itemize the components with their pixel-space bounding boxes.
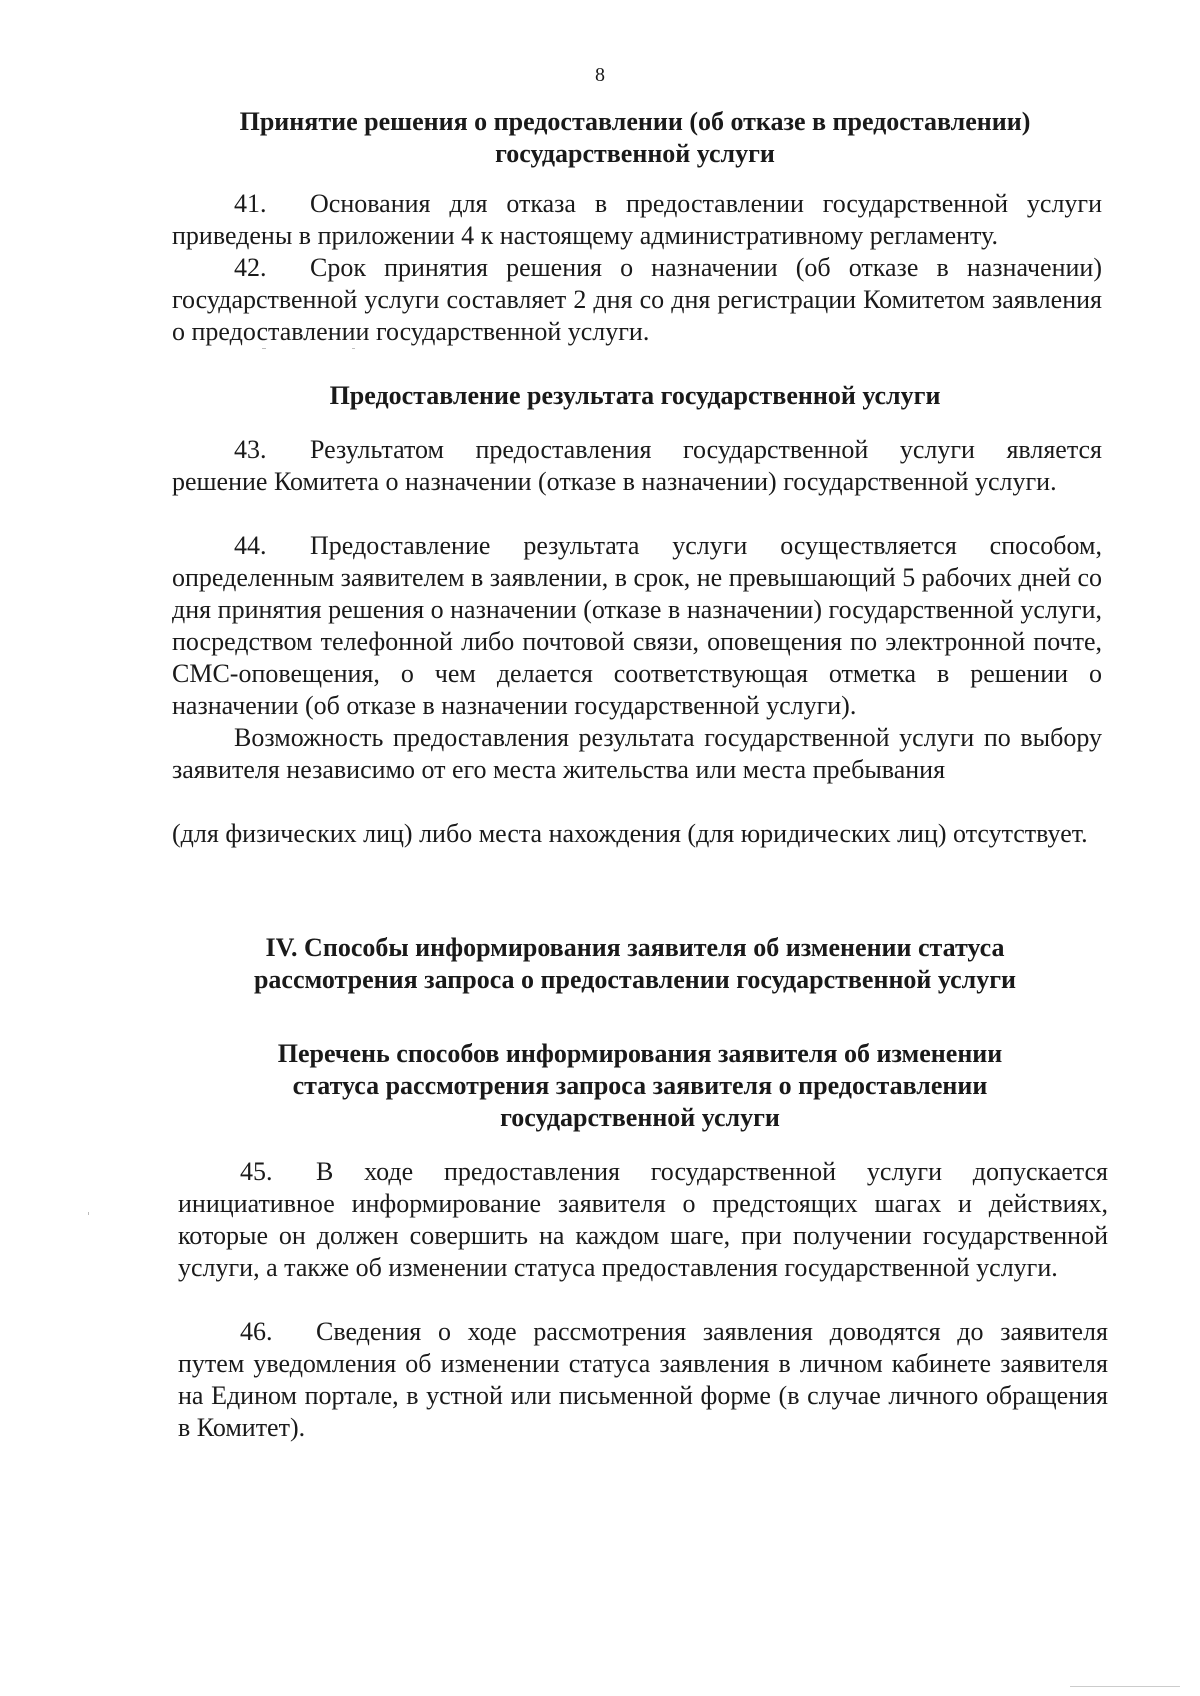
- scan-speck: [352, 348, 355, 349]
- paragraph-text: Основания для отказа в предоставлении государственной услуги приведены в приложении 4 к настоящему административному регламенту.: [172, 189, 1102, 250]
- paragraph-text: Срок принятия решения о назначении (об отказе в назначении) государственной услуги составляет 2 дня со дня регистрации Комитетом заявления о предоставлении государственной услуги.: [172, 253, 1102, 346]
- paragraph-text: Предоставление результата услуги осуществляется способом, определенным заявителем в заявлении, в срок, не превышающий 5 рабочих дней со дня принятия решения о назначении (отказе в назначении) государственной услуги, посредством телефонной либо почтовой связи, оповещения по электронной почте, СМС-оповещения, о чем делается соответствующая отметка в решении о назначении (об отказе в назначении государственной услуги).: [172, 531, 1102, 720]
- scan-speck: [262, 348, 266, 349]
- paragraph-number: 44.: [234, 531, 267, 560]
- paragraph-number: 41.: [234, 189, 267, 218]
- paragraph-text: Результатом предоставления государственной услуги является решение Комитета о назначении (отказе в назначении) государственной услуги.: [172, 435, 1102, 496]
- scan-speck: [88, 1212, 89, 1215]
- scan-edge-mark: [1070, 1686, 1180, 1687]
- section-heading-result: Предоставление результата государственной услуги: [329, 381, 941, 410]
- paragraph-number: 42.: [234, 253, 267, 282]
- paragraph-44: [172, 530, 1102, 722]
- chapter-heading-iv: IV. Способы информирования заявителя об изменении статуса рассмотрения запроса о предоставлении государственной услуги: [253, 933, 1017, 994]
- paragraph-number: 46.: [240, 1317, 273, 1346]
- paragraph-41: [172, 188, 1102, 252]
- subsection-heading-informing: Перечень способов информирования заявителя об изменении статуса рассмотрения запроса заявителя о предоставлении государственной услуги: [277, 1039, 1003, 1132]
- paragraph-text: Сведения о ходе рассмотрения заявления доводятся до заявителя путем уведомления об изменении статуса заявления в личном кабинете заявителя на Едином портале, в устной или письменной форме (в случае личного обращения в Комитет).: [178, 1317, 1108, 1442]
- paragraph-42: [172, 252, 1102, 348]
- page-number: 8: [595, 64, 605, 86]
- paragraph-text: В ходе предоставления государственной услуги допускается инициативное информирование заявителя о предстоящих шагах и действиях, которые он должен совершить на каждом шаге, при получении государственной услуги, а также об изменении статуса предоставления государственной услуги.: [178, 1157, 1108, 1282]
- paragraph-46: [178, 1316, 1108, 1444]
- paragraph-possibility: Возможность предоставления результата государственной услуги по выбору заявителя независимо от его места жительства или места пребывания: [172, 723, 1102, 784]
- section-heading-decision: Принятие решения о предоставлении (об отказе в предоставлении) государственной услуги: [239, 107, 1031, 168]
- paragraph-number: 45.: [240, 1157, 273, 1186]
- paragraph-45: [178, 1156, 1108, 1284]
- paragraph-43: [172, 434, 1102, 498]
- paragraph-number: 43.: [234, 435, 267, 464]
- paragraph-possibility-continued: (для физических лиц) либо места нахождения (для юридических лиц) отсутствует.: [172, 819, 1088, 848]
